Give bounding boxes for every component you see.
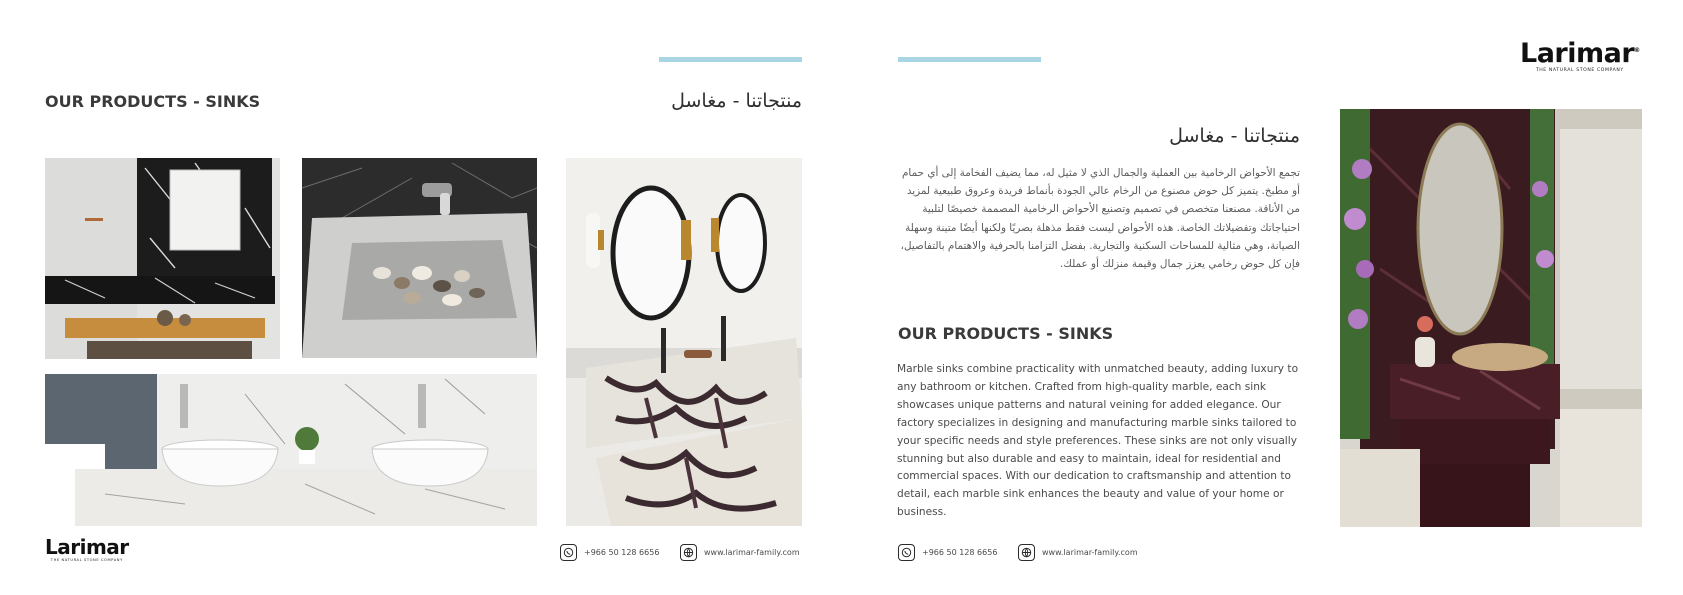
right-contact-website — [1018, 544, 1138, 561]
left-contact-phone — [560, 544, 659, 561]
whatsapp-icon — [898, 544, 915, 561]
header-logo-tagline: THE NATURAL STONE COMPANY — [1535, 68, 1624, 73]
right-paragraph-en: Marble sinks combine practicality with unmatched beauty, adding luxury to any bathroom or kitchen. Crafted from high-quality marble, each sink showcases unique patterns and natural veining for added elegance. Our factory specializes in designing and manufacturing marble sinks tailored to your specific needs and style preferences. These sinks are not only visually stunning but also durable and easy to maintain, ideal for residential and commercial spaces. With our dedication to craftsmanship and attention to detail, each marble sink enhances the beauty and value of your home or business. — [897, 363, 1299, 519]
right-website-text[interactable]: www.larimar-family.com — [1042, 548, 1138, 557]
header-logo — [1520, 40, 1640, 73]
footer-logo-wordmark: Larimar — [45, 535, 129, 559]
left-website-text[interactable]: www.larimar-family.com — [704, 548, 800, 557]
right-phone-text[interactable]: +966 50 128 6656 — [922, 548, 998, 557]
right-heading-en: OUR PRODUCTS - SINKS — [898, 324, 1114, 343]
globe-icon — [680, 544, 697, 561]
right-paragraph-ar: تجمع الأحواض الرخامية بين العملية والجمال الذي لا مثيل له، مما يضيف الفخامة إلى أي حمام أو مطبخ. يتميز كل حوض مصنوع من الرخام عالي الجودة بأنماط فريدة وعروق طبيعية لمزيد من الأناقة. مصنعنا متخصص في تصميم وتصنيع الأحواض الرخامية المصممة خصيصًا لتلبية احتياجاتك وتفضيلاتك الخاصة. هذه الأحواض ليست فقط مذهلة بصريًا ولكنها أيضًا متينة وسهلة الصيانة، وهي مثالية للمساحات السكنية والتجارية. بفضل التزامنا بالحرفية والاهتمام بالتفاصيل، فإن كل حوض رخامي يعزز جمال وقيمة منزلك أو عملك. — [900, 167, 1300, 271]
photo-viola-marble-vanity — [566, 158, 802, 526]
photo-double-vessel-sink — [45, 374, 537, 526]
right-heading-ar: منتجاتنا - مغاسل — [1169, 125, 1300, 147]
whatsapp-icon — [560, 544, 577, 561]
left-heading-ar: منتجاتنا - مغاسل — [671, 90, 802, 112]
photo-pebble-sink — [302, 158, 537, 358]
accent-bar-right — [898, 57, 1041, 62]
footer-logo-tagline: THE NATURAL STONE COMPANY — [50, 558, 123, 562]
left-heading-en: OUR PRODUCTS - SINKS — [45, 92, 261, 111]
left-phone-text[interactable]: +966 50 128 6656 — [584, 548, 660, 557]
right-contact-phone — [898, 544, 997, 561]
globe-icon — [1018, 544, 1035, 561]
photo-red-marble-vanity — [1340, 109, 1642, 527]
left-contact-website — [680, 544, 800, 561]
photo-black-marble-vanity — [45, 158, 280, 359]
footer-logo — [45, 537, 129, 562]
accent-bar-left — [659, 57, 802, 62]
header-logo-wordmark: Larimar® — [1520, 38, 1640, 69]
